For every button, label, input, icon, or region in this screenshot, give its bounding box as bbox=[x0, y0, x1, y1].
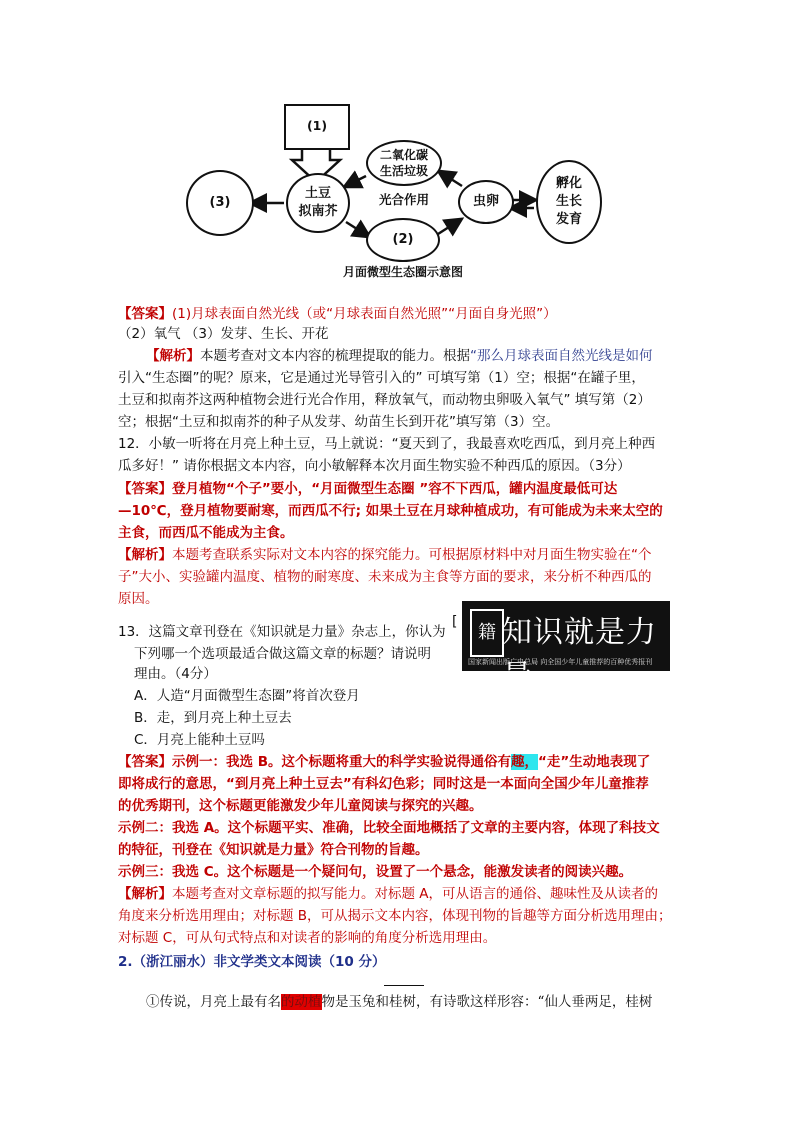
potato-label: 土豆 bbox=[304, 186, 331, 201]
q13-analysis-line-2: 角度来分析选用理由；对标题 B，可从揭示文本内容，体现刊物的旨趣等方面分析选用理由； bbox=[118, 908, 672, 924]
diagram-node-3 bbox=[186, 170, 254, 236]
q11-analysis-line-2: 引入“生态圈”的呢？原来，它是通过光导管引入的” 可填写第（1）空；根据“在罐子里， bbox=[118, 370, 645, 386]
diagram-node-hatch bbox=[536, 160, 602, 244]
masthead-subtitle: 国家新闻出版广电总局 向全国少年儿童推荐的百种优秀报刊 bbox=[468, 658, 653, 666]
q12-analysis-line-1 bbox=[118, 545, 652, 565]
q11-answer-line-2: （2）氧气 （3）发芽、生长、开花 bbox=[118, 326, 329, 342]
diagram-node-co2 bbox=[366, 140, 442, 186]
analysis-tag: 【解析】 bbox=[118, 547, 172, 563]
masthead-seal: 籍 bbox=[470, 609, 504, 657]
highlight-cyan: 趣， bbox=[511, 754, 538, 770]
analysis-quote: “那么月球表面自然光线是如何 bbox=[470, 348, 653, 364]
option-c: C．月亮上能种土豆吗 bbox=[134, 732, 265, 748]
q12-analysis-line-2: 子”大小、实验罐内温度、植物的耐寒度、未来成为主食等方面的要求，来分析不种西瓜的 bbox=[118, 569, 652, 585]
masthead-title: 知识就是力量 bbox=[502, 615, 657, 694]
option-b: B．走，到月亮上种土豆去 bbox=[134, 710, 292, 726]
node-3-label: (3) bbox=[209, 195, 231, 210]
q13-example2-line-1: 示例二：我选 A。这个标题平实、准确，比较全面地概括了文章的主要内容，体现了科技文 bbox=[118, 820, 660, 836]
magazine-masthead bbox=[462, 601, 670, 694]
q12-answer-line-1 bbox=[118, 479, 617, 499]
example1-text: 【答案】示例一：我选 B。这个标题将重大的科学实验说得通俗有 bbox=[118, 754, 511, 770]
arabidopsis-label: 拟南芥 bbox=[298, 204, 338, 219]
section-2-paragraph-1 bbox=[146, 992, 652, 1012]
analysis-text: 本题考查对文章标题的拟写能力。对标题 A，可从语言的通俗、趣味性及从读者的 bbox=[172, 886, 659, 902]
example1-text-b: “走”生动地表现了 bbox=[538, 754, 651, 770]
diagram-caption: 月面微型生态圈示意图 bbox=[342, 265, 463, 279]
q11-answer-line-1 bbox=[118, 304, 557, 324]
q12-answer-text: 登月植物“个子”要小，“月面微型生态圈 ”容不下西瓜，罐内温度最低可达 bbox=[172, 481, 618, 497]
q13-example2-line-2: 的特征，刊登在《知识就是力量》符合刊物的旨趣。 bbox=[118, 842, 429, 858]
divider bbox=[384, 985, 424, 986]
answer-tag: 【答案】 bbox=[118, 481, 172, 497]
q13-question-line-3: 理由。（4分） bbox=[134, 666, 217, 682]
q11-analysis-line-4: 空；根据“土豆和拟南芥的种子从发芽、幼苗生长到开花”填写第（3）空。 bbox=[118, 414, 560, 430]
diagram-node-potato bbox=[286, 173, 350, 233]
q13-example1-line-1 bbox=[118, 752, 650, 772]
q11-analysis-line-1 bbox=[146, 346, 653, 366]
develop-label: 发育 bbox=[555, 212, 582, 227]
co2-label: 二氧化碳 bbox=[379, 148, 428, 162]
q13-analysis-line-1 bbox=[118, 884, 658, 904]
hatch-label: 孵化 bbox=[555, 176, 582, 191]
q11-analysis-line-3: 土豆和拟南芥这两种植物会进行光合作用，释放氧气，而动物虫卵吸入氧气” 填写第（2） bbox=[118, 392, 651, 408]
answer-tag: 【答案】 bbox=[118, 306, 172, 322]
q12-analysis-line-3: 原因。 bbox=[118, 591, 159, 607]
option-a: A．人造“月面微型生态圈”将首次登月 bbox=[134, 688, 360, 704]
section-2-heading: 2.（浙江丽水）非文学类文本阅读（10 分） bbox=[118, 954, 386, 970]
q12-question-line-2: 瓜多好！” 请你根据文本内容，向小敏解释本次月面生物实验不种西瓜的原因。（3分） bbox=[118, 458, 631, 474]
q13-example3-line-1: 示例三：我选 C。这个标题是一个疑问句，设置了一个悬念，能激发读者的阅读兴趣。 bbox=[118, 864, 633, 880]
analysis-tag: 【解析】 bbox=[118, 886, 172, 902]
q13-question-line-1: 13．这篇文章刊登在《知识就是力量》杂志上，你认为 bbox=[118, 624, 446, 640]
diagram-node-2 bbox=[366, 218, 440, 262]
bracket: [ bbox=[452, 614, 458, 630]
q12-answer-line-3: 主食，而西瓜不能成为主食。 bbox=[118, 525, 294, 541]
paragraph-text-b: 物是玉兔和桂树，有诗歌这样形容：“仙人垂两足，桂树 bbox=[321, 994, 653, 1010]
q13-question-line-2: 下列哪一个选项最适合做这篇文章的标题？请说明 bbox=[134, 646, 431, 662]
q12-answer-line-2: —10℃，登月植物要耐寒，而西瓜不行; 如果土豆在月球种植成功，有可能成为未来太空的 bbox=[118, 503, 663, 519]
q11-answer-text: (1)月球表面自然光线（或“月球表面自然光照”“月面自身光照”） bbox=[172, 306, 557, 322]
garbage-label: 生活垃圾 bbox=[379, 164, 428, 178]
photosynthesis-label: 光合作用 bbox=[378, 192, 429, 207]
q13-example1-line-2: 即将成行的意思，“到月亮上种土豆去”有科幻色彩；同时这是一本面向全国少年儿童推荐 bbox=[118, 776, 649, 792]
analysis-text: 本题考查对文本内容的梳理提取的能力。根据 bbox=[200, 348, 470, 364]
analysis-text: 本题考查联系实际对文本内容的探究能力。可根据原材料中对月面生物实验在“个 bbox=[172, 547, 652, 563]
eggs-label: 虫卵 bbox=[472, 194, 499, 209]
q13-example1-line-3: 的优秀期刊，这个标题更能激发少年儿童阅读与探究的兴趣。 bbox=[118, 798, 483, 814]
diagram-box-1: (1) bbox=[284, 104, 350, 150]
highlight-red: 的动植 bbox=[281, 994, 322, 1010]
node-2-label: (2) bbox=[392, 232, 414, 247]
analysis-tag: 【解析】 bbox=[146, 348, 200, 364]
grow-label: 生长 bbox=[555, 194, 582, 209]
paragraph-text: ①传说，月亮上最有名 bbox=[146, 994, 281, 1010]
q12-question-line-1: 12．小敏一听将在月亮上种土豆，马上就说：“夏天到了，我最喜欢吃西瓜，到月亮上种西 bbox=[118, 436, 656, 452]
q13-analysis-line-3: 对标题 C，可从句式特点和对读者的影响的角度分析选用理由。 bbox=[118, 930, 497, 946]
diagram-node-eggs bbox=[458, 180, 514, 224]
